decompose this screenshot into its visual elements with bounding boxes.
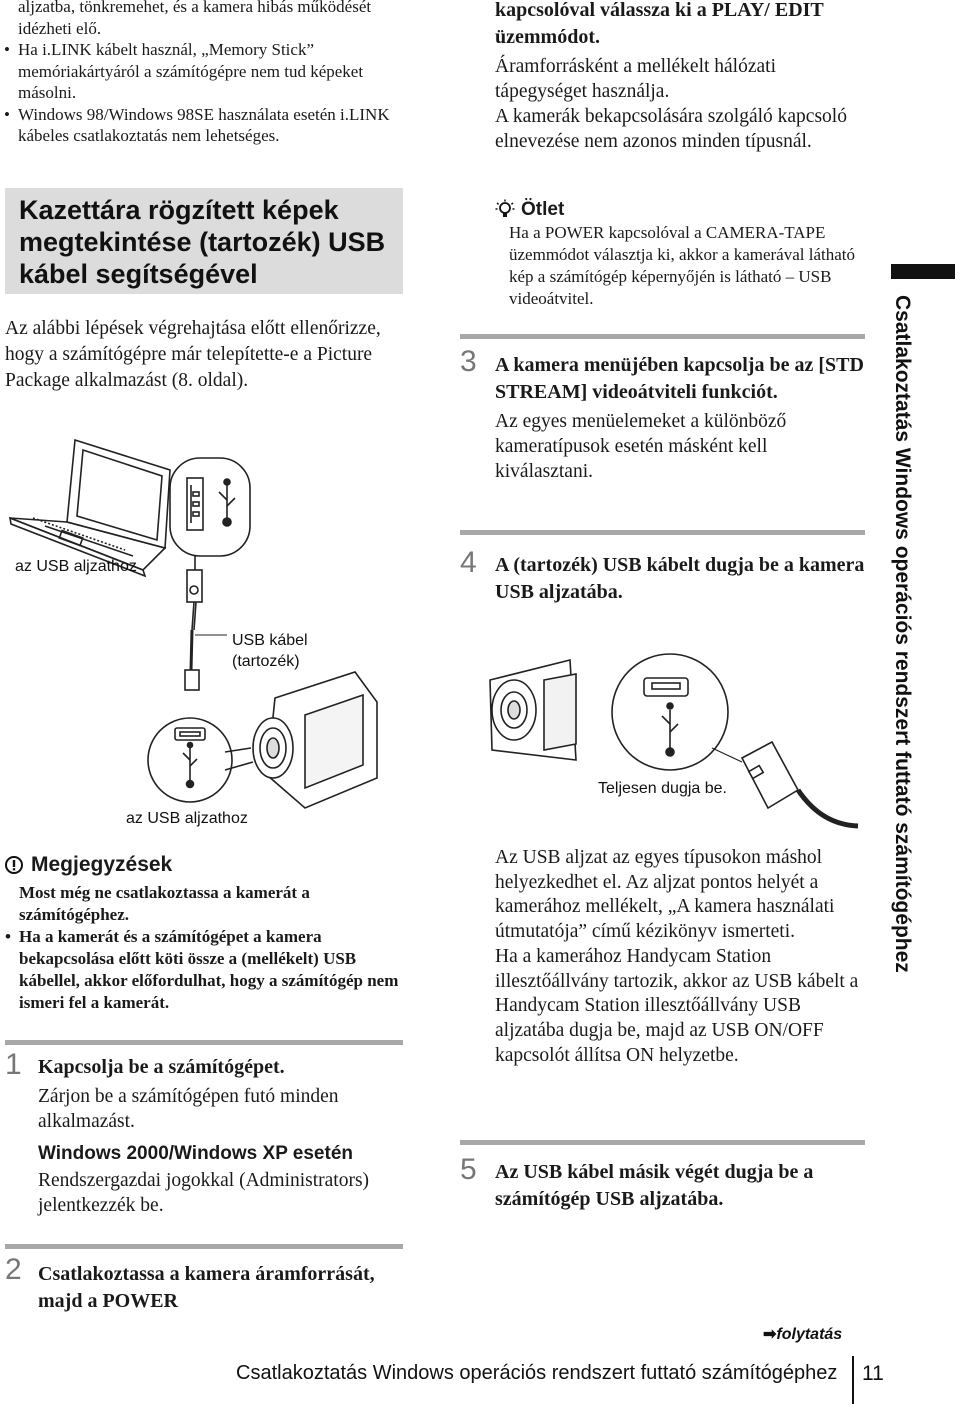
section-title-box (5, 188, 403, 294)
step1-text: Zárjon be a számítógépen futó minden alkalmazást. (38, 1086, 339, 1132)
section-title: Kazettára rögzített képek megtekintése (tartozék) USB kábel segítségével (19, 195, 386, 289)
camcorder-side-illustration (490, 660, 576, 760)
tip-list (495, 222, 855, 310)
side-tab-text: Csatlakoztatás Windows operációs rendszert futtató számítógéphez (891, 295, 914, 973)
step2-cont-text2: A kamerák bekapcsolására szolgáló kapcsoló elnevezése nem azonos minden típusnál. (495, 106, 847, 152)
section-intro: Az alábbi lépések végrehajtása előtt ellenőrizze, hogy a számítógépre már telepítette-e a Picture Package alkalmazást (8. oldal). (5, 318, 381, 391)
continued-label: folytatás (776, 1326, 843, 1343)
step3-number: 3 (460, 345, 477, 378)
side-tab-marker (891, 264, 955, 279)
label-plug-fully: Teljesen dugja be. (598, 780, 727, 797)
step4-text2: Ha a kamerához Handycam Station illesztőállvány tartozik, akkor az USB kábelt a Handycam Station illesztőállvány USB aljzatába dugja be, majd az USB ON/OFF kapcsolót állítsa ON helyzetbe. (495, 945, 859, 1066)
step4-number: 4 (460, 546, 477, 579)
tip-item: Ha a POWER kapcsolóval a CAMERA-TAPE üzemmódot választja ki, akkor a kamerával látható kép a számítógép képernyőjén is látható – USB videoátvitel. (509, 223, 856, 308)
pc-usb-port-box (170, 458, 250, 556)
camera-plug-diagram (480, 640, 860, 830)
step2-continued (495, 0, 865, 154)
note-item-1: • Ha a kamerát és a számítógépet a kamera bekapcsolása előtt köti össze a (mellékelt) USB kábellel, akkor előfordulhat, hogy a számítógép nem ismeri fel a kamerát. (5, 926, 400, 1014)
usb-connection-diagram (5, 430, 405, 840)
step4-rule (460, 530, 865, 535)
footer-divider (852, 1356, 854, 1404)
step3-rule (460, 334, 865, 339)
label-camera-usb: az USB aljzathoz (126, 810, 248, 827)
footer-title: Csatlakoztatás Windows operációs rendszert futtató számítógéphez (236, 1362, 838, 1384)
intro-bullet-1: • Ha i.LINK kábelt használ, „Memory Stick” memóriakártyáról a számítógépre nem tud képeket másolni. (4, 39, 404, 104)
label-pc-usb: az USB aljzathoz (15, 558, 137, 575)
step1-subhead: Windows 2000/Windows XP esetén (38, 1143, 354, 1164)
step4-text-block (495, 846, 865, 1068)
camera-usb-port-closeup (612, 654, 728, 770)
step3-title: A kamera menüjében kapcsolja be az [STD STREAM] videoátviteli funkciót. (495, 354, 864, 403)
step2-number: 2 (5, 1253, 22, 1286)
notes-list (5, 882, 400, 1014)
lightbulb-icon (495, 199, 515, 221)
step4-title: A (tartozék) USB kábelt dugja be a kamera USB aljzatába. (495, 554, 865, 603)
intro-bullet-2: • Windows 98/Windows 98SE használata esetén i.LINK kábeles csatlakoztatás nem lehetséges. (4, 104, 404, 147)
step2-cont-text1: Áramforrásként a mellékelt hálózati tápegységet használja. (495, 56, 776, 102)
intro-bullet-0: aljzatba, tönkremehet, és a kamera hibás működését idézheti elő. (18, 0, 372, 38)
tip-title: Ötlet (521, 199, 565, 220)
label-usb-cable-1: USB kábel (232, 632, 308, 649)
step2-cont-title: kapcsolóval válassza ki a PLAY/ EDIT üzemmódot. (495, 0, 824, 48)
step1-rule (5, 1040, 403, 1045)
intro-bullet-list (4, 0, 404, 147)
step3-text: Az egyes menüelemeket a különböző kameratípusok esetén másként kell kiválasztani. (495, 411, 787, 482)
tip-block (495, 198, 865, 310)
step1-title: Kapcsolja be a számítógépet. (38, 1056, 285, 1078)
step2-rule (5, 1244, 403, 1249)
continued-marker (763, 1324, 842, 1344)
notes-block (5, 852, 405, 1014)
label-usb-cable-2: (tartozék) (232, 653, 300, 670)
notes-title: Megjegyzések (31, 853, 173, 876)
camcorder-illustration (225, 672, 377, 808)
step4-text1: Az USB aljzat az egyes típusokon máshol helyezkedhet el. Az aljzat pontos helyét a kamerához mellékelt, „A kamera használati útmutatója” című kézikönyv ismerteti. (495, 847, 835, 943)
step5-rule (460, 1140, 865, 1145)
camera-usb-port-circle (148, 718, 232, 802)
step1-subtext: Rendszergazdai jogokkal (Administrators) jelentkezzék be. (38, 1170, 370, 1216)
step1-number: 1 (5, 1048, 22, 1081)
note-item-0: Most még ne csatlakoztassa a kamerát a számítógéphez. (19, 883, 310, 924)
step3-block (495, 352, 865, 484)
step2-title: Csatlakoztassa a kamera áramforrását, majd a POWER (38, 1263, 375, 1312)
arrow-right-icon: ➡ (763, 1326, 777, 1343)
usb-cable (185, 556, 202, 690)
step5-number: 5 (460, 1153, 477, 1186)
step5-title: Az USB kábel másik végét dugja be a számítógép USB aljzatába. (495, 1161, 814, 1210)
step1-block (38, 1054, 403, 1218)
note-icon (5, 856, 23, 874)
page-number: 11 (862, 1362, 884, 1385)
usb-plug-illustration (712, 742, 858, 826)
